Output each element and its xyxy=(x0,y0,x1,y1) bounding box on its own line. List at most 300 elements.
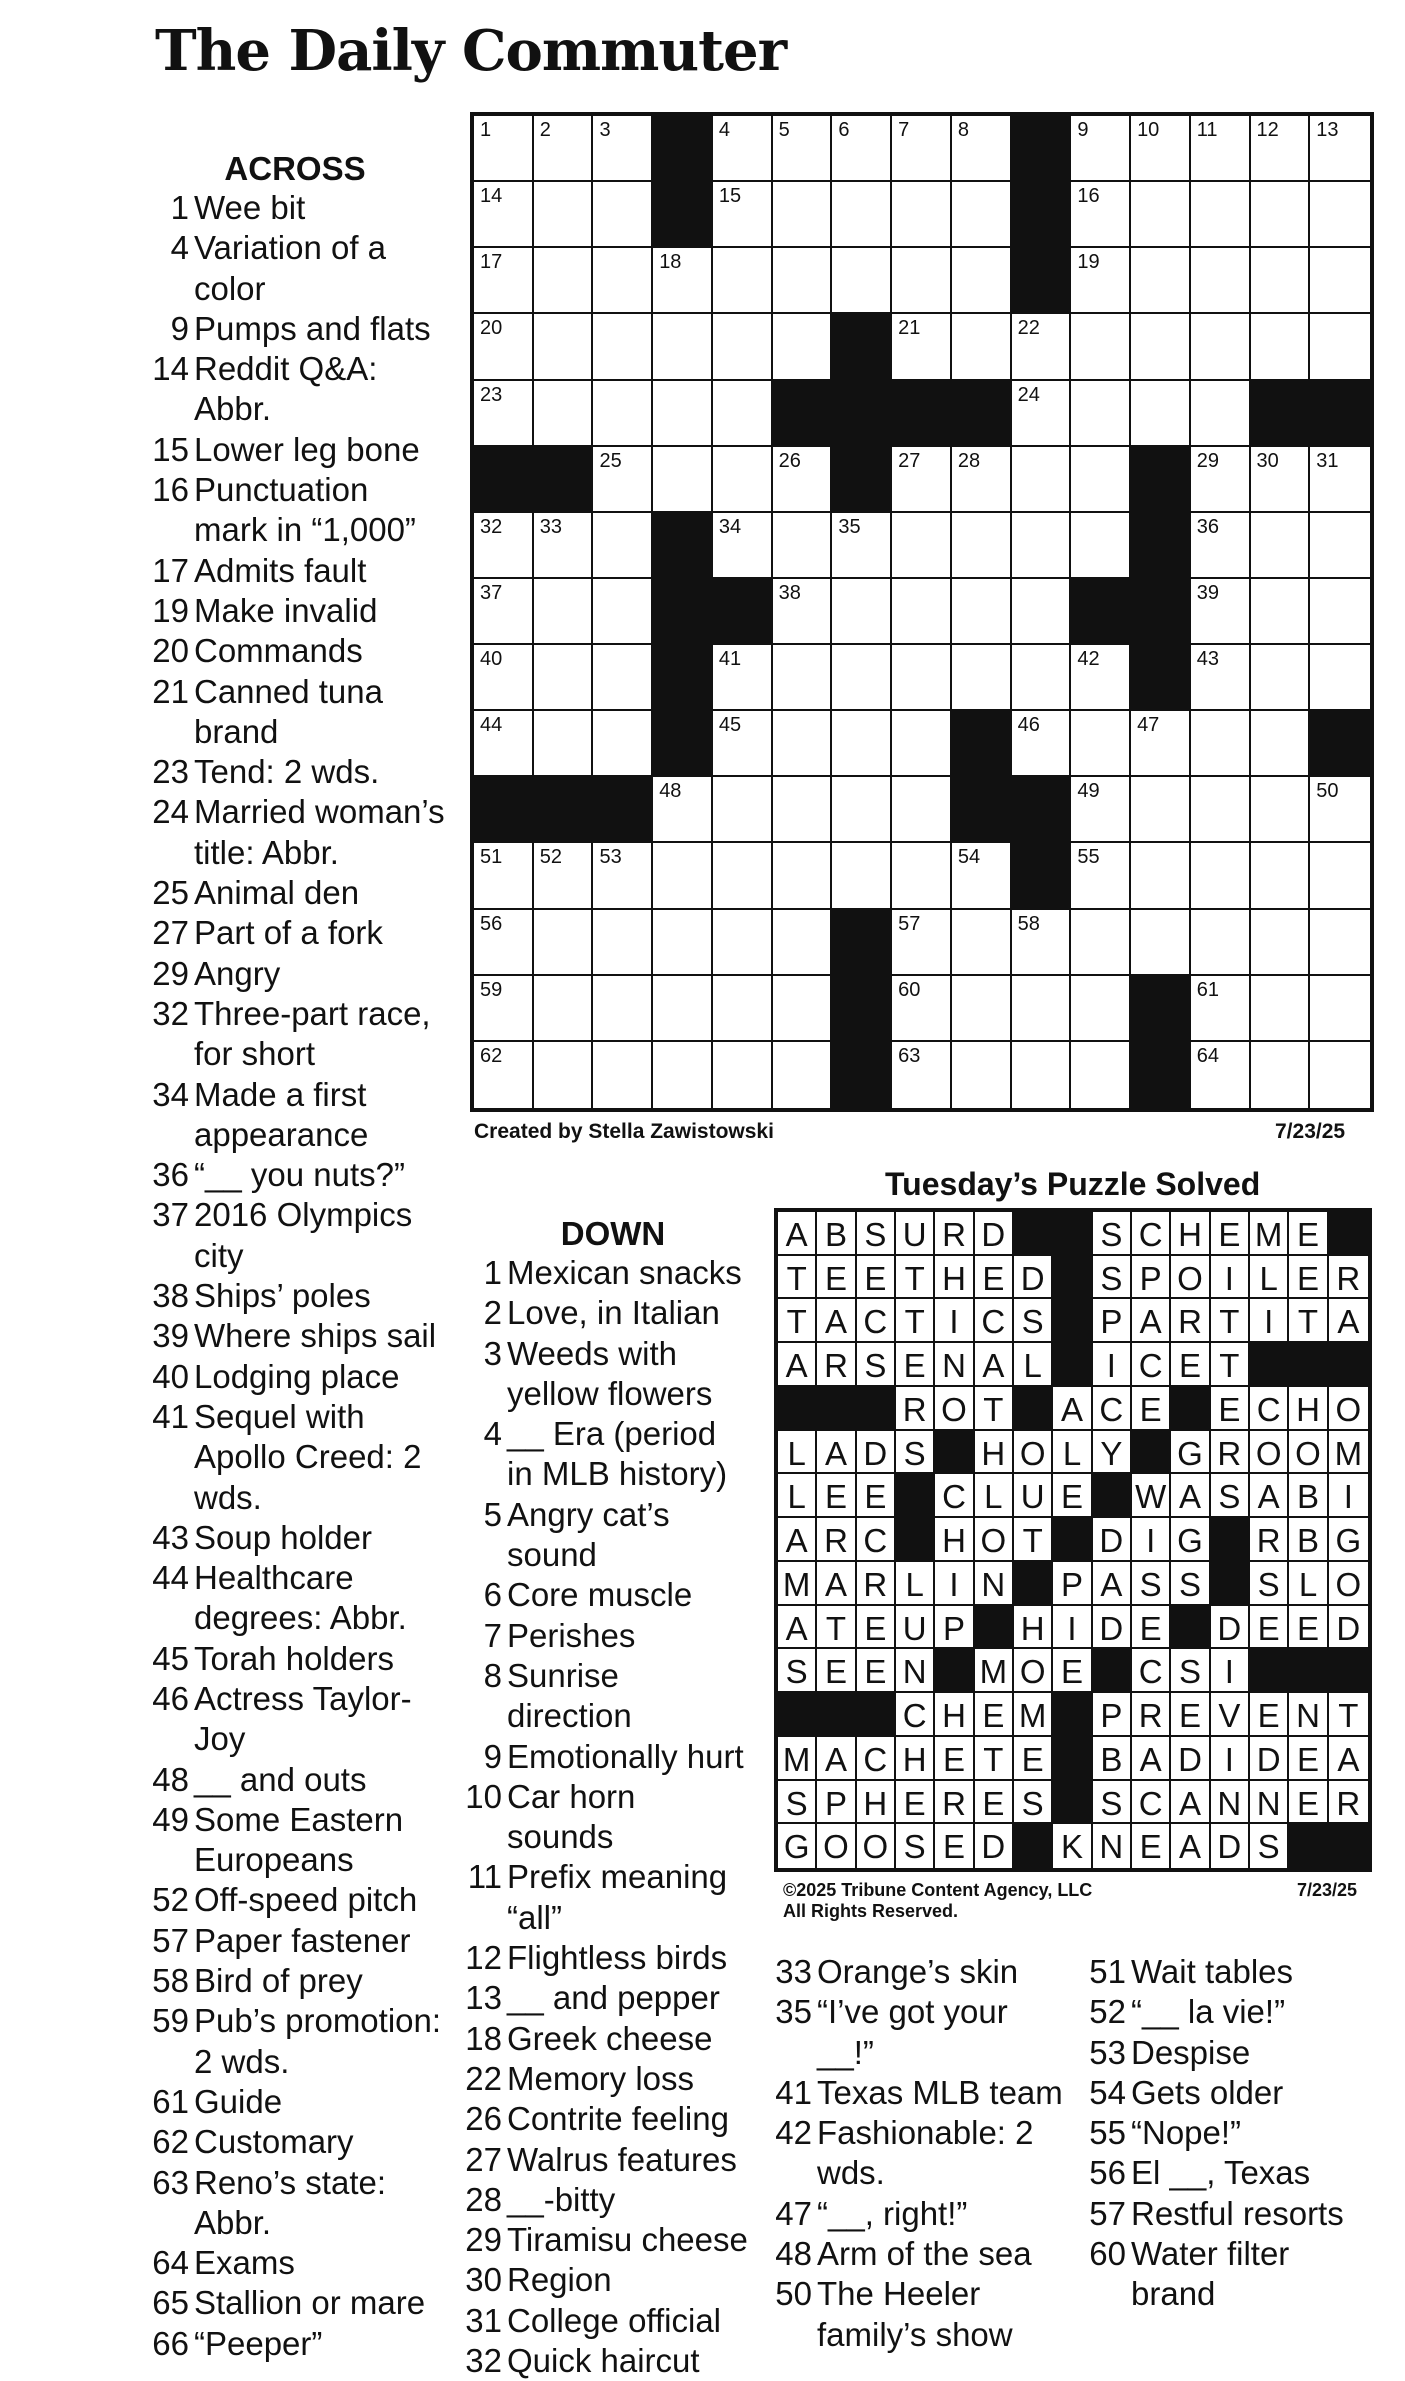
grid-cell[interactable] xyxy=(952,182,1012,248)
solution-letter: T xyxy=(786,1259,807,1297)
solution-cell xyxy=(1132,1518,1171,1562)
crossword-grid xyxy=(470,112,1374,1112)
grid-cell[interactable] xyxy=(1071,182,1131,248)
grid-cell[interactable] xyxy=(1251,248,1311,314)
grid-cell[interactable] xyxy=(713,314,773,380)
grid-cell[interactable] xyxy=(952,248,1012,314)
grid-cell[interactable] xyxy=(952,314,1012,380)
cell-number: 43 xyxy=(1196,648,1220,671)
cell-number: 62 xyxy=(480,1044,503,1067)
grid-cell[interactable] xyxy=(892,711,952,777)
grid-cell[interactable] xyxy=(1012,579,1072,645)
solution-letter: A xyxy=(824,1740,847,1778)
grid-cell[interactable] xyxy=(1191,777,1251,843)
solution-letter: O xyxy=(941,1390,967,1428)
grid-cell[interactable] xyxy=(1012,711,1072,777)
grid-cell[interactable] xyxy=(1131,182,1191,248)
grid-cell[interactable] xyxy=(1251,116,1311,182)
grid-cell[interactable] xyxy=(773,1042,833,1108)
solution-cell xyxy=(1093,1299,1132,1343)
grid-cell[interactable] xyxy=(892,976,952,1042)
grid-cell[interactable] xyxy=(832,513,892,579)
cell-number: 35 xyxy=(838,515,861,538)
clue-item xyxy=(145,1075,445,1156)
grid-cell[interactable] xyxy=(534,182,594,248)
grid-cell[interactable] xyxy=(1191,447,1251,513)
grid-cell[interactable] xyxy=(534,381,594,447)
solution-cell xyxy=(1053,1431,1092,1475)
clue-text: Mexican snacks xyxy=(507,1254,742,1291)
grid-cell[interactable] xyxy=(653,843,713,909)
clue-text: Orange’s skin xyxy=(817,1953,1019,1990)
clue-text: Lodging place xyxy=(194,1357,400,1395)
grid-cell[interactable] xyxy=(773,182,833,248)
clue-item xyxy=(458,2140,748,2180)
grid-cell[interactable] xyxy=(534,1042,594,1108)
grid-cell[interactable] xyxy=(1251,777,1311,843)
grid-cell[interactable] xyxy=(892,116,952,182)
grid-cell[interactable] xyxy=(892,248,952,314)
grid-cell[interactable] xyxy=(1310,314,1370,380)
grid-cell[interactable] xyxy=(892,182,952,248)
grid-cell[interactable] xyxy=(1131,314,1191,380)
grid-cell[interactable] xyxy=(474,314,534,380)
clue-number: 32 xyxy=(152,994,189,1032)
grid-cell[interactable] xyxy=(593,579,653,645)
grid-cell[interactable] xyxy=(534,116,594,182)
grid-cell[interactable] xyxy=(773,314,833,380)
clue-item xyxy=(1082,2113,1382,2153)
grid-cell[interactable] xyxy=(713,711,773,777)
grid-cell[interactable] xyxy=(773,910,833,976)
grid-cell[interactable] xyxy=(1012,314,1072,380)
grid-cell[interactable] xyxy=(1071,314,1131,380)
grid-cell[interactable] xyxy=(1071,1042,1131,1108)
grid-cell[interactable] xyxy=(1071,381,1131,447)
clue-item xyxy=(145,1558,445,1639)
solution-letter: T xyxy=(904,1259,925,1297)
grid-cell[interactable] xyxy=(773,513,833,579)
grid-cell[interactable] xyxy=(892,513,952,579)
grid-cell[interactable] xyxy=(653,777,713,843)
solution-letter: S xyxy=(1100,1216,1123,1253)
clue-text: Made a first appearance xyxy=(194,1075,369,1153)
grid-cell[interactable] xyxy=(534,513,594,579)
grid-cell[interactable] xyxy=(1012,381,1072,447)
solution-letter: D xyxy=(981,1828,1006,1866)
grid-cell[interactable] xyxy=(713,182,773,248)
grid-cell[interactable] xyxy=(892,579,952,645)
down-heading: DOWN xyxy=(560,1215,666,1252)
grid-cell[interactable] xyxy=(1012,447,1072,513)
solution-cell xyxy=(778,1606,817,1650)
grid-cell[interactable] xyxy=(1131,910,1191,976)
solution-letter: U xyxy=(902,1609,927,1647)
grid-cell[interactable] xyxy=(1251,182,1311,248)
solution-letter: O xyxy=(980,1522,1007,1560)
clue-item xyxy=(145,672,445,753)
grid-cell[interactable] xyxy=(474,182,534,248)
cell-number: 22 xyxy=(1017,317,1040,340)
grid-cell[interactable] xyxy=(1310,248,1370,314)
solution-cell xyxy=(1171,1737,1210,1781)
grid-cell[interactable] xyxy=(1012,976,1072,1042)
grid-cell[interactable] xyxy=(1251,976,1311,1042)
clue-item xyxy=(145,2001,445,2082)
grid-cell[interactable] xyxy=(534,976,594,1042)
black-square xyxy=(1053,1343,1092,1387)
grid-cell[interactable] xyxy=(1310,513,1370,579)
grid-cell[interactable] xyxy=(1131,248,1191,314)
grid-cell[interactable] xyxy=(653,1042,713,1108)
grid-cell[interactable] xyxy=(1131,711,1191,777)
solution-letter: N xyxy=(1256,1784,1281,1822)
grid-cell[interactable] xyxy=(1071,843,1131,909)
solution-letter: U xyxy=(1020,1478,1045,1516)
grid-cell[interactable] xyxy=(593,116,653,182)
grid-cell[interactable] xyxy=(1071,711,1131,777)
grid-cell[interactable] xyxy=(534,645,594,711)
solution-cell xyxy=(1329,1781,1368,1825)
clue-item xyxy=(145,1276,445,1316)
grid-cell[interactable] xyxy=(534,910,594,976)
solution-cell xyxy=(975,1256,1014,1300)
grid-cell[interactable] xyxy=(713,513,773,579)
solution-cell xyxy=(1014,1343,1053,1387)
grid-cell[interactable] xyxy=(1071,777,1131,843)
grid-cell[interactable] xyxy=(1310,645,1370,711)
solution-letter: O xyxy=(1019,1653,1046,1691)
grid-cell[interactable] xyxy=(1310,976,1370,1042)
grid-cell[interactable] xyxy=(593,910,653,976)
grid-cell[interactable] xyxy=(593,513,653,579)
grid-cell[interactable] xyxy=(1310,447,1370,513)
grid-cell[interactable] xyxy=(1071,248,1131,314)
solution-cell xyxy=(1211,1431,1250,1475)
solution-letter: M xyxy=(782,1740,811,1778)
clue-text: Torah holders xyxy=(194,1639,394,1677)
solved-date: 7/23/25 xyxy=(1297,1880,1358,1900)
grid-cell[interactable] xyxy=(593,645,653,711)
grid-cell[interactable] xyxy=(653,381,713,447)
solution-cell xyxy=(1132,1781,1171,1825)
solution-letter: H xyxy=(981,1434,1006,1472)
black-square xyxy=(892,381,952,447)
grid-cell[interactable] xyxy=(1191,645,1251,711)
clue-number: 1 xyxy=(483,1254,502,1291)
down-clue-list-3 xyxy=(1082,1952,1382,2315)
grid-cell[interactable] xyxy=(1310,116,1370,182)
clue-text: Exams xyxy=(194,2244,295,2282)
cell-number: 6 xyxy=(838,119,850,141)
grid-cell[interactable] xyxy=(1191,513,1251,579)
grid-cell[interactable] xyxy=(474,513,534,579)
grid-cell[interactable] xyxy=(892,777,952,843)
clue-number: 38 xyxy=(152,1277,189,1315)
grid-cell[interactable] xyxy=(474,381,534,447)
grid-cell[interactable] xyxy=(713,116,773,182)
grid-cell[interactable] xyxy=(952,447,1012,513)
grid-cell[interactable] xyxy=(892,645,952,711)
grid-cell[interactable] xyxy=(534,711,594,777)
grid-cell[interactable] xyxy=(1191,248,1251,314)
clue-item xyxy=(145,430,445,470)
grid-cell[interactable] xyxy=(593,1042,653,1108)
clue-text: “__ la vie!” xyxy=(1131,1993,1286,2031)
clue-item xyxy=(458,1334,748,1415)
grid-cell[interactable] xyxy=(1251,447,1311,513)
grid-cell[interactable] xyxy=(1071,513,1131,579)
cell-number: 13 xyxy=(1316,119,1339,141)
black-square xyxy=(935,1431,974,1475)
grid-cell[interactable] xyxy=(892,1042,952,1108)
grid-cell[interactable] xyxy=(653,314,713,380)
black-square xyxy=(896,1518,935,1562)
clue-number: 7 xyxy=(483,1616,502,1654)
grid-cell[interactable] xyxy=(773,777,833,843)
grid-cell[interactable] xyxy=(1131,777,1191,843)
clue-text: Flightless birds xyxy=(507,1939,728,1977)
solution-letter: L xyxy=(787,1478,806,1516)
grid-cell[interactable] xyxy=(952,645,1012,711)
grid-cell[interactable] xyxy=(1310,579,1370,645)
grid-cell[interactable] xyxy=(1071,910,1131,976)
grid-cell[interactable] xyxy=(593,447,653,513)
grid-cell[interactable] xyxy=(892,447,952,513)
grid-cell[interactable] xyxy=(892,910,952,976)
grid-cell[interactable] xyxy=(952,579,1012,645)
grid-cell[interactable] xyxy=(474,976,534,1042)
clue-item xyxy=(145,1518,445,1558)
grid-cell[interactable] xyxy=(1251,513,1311,579)
solution-cell xyxy=(778,1518,817,1562)
solution-letter: P xyxy=(1100,1303,1123,1341)
grid-cell[interactable] xyxy=(593,381,653,447)
grid-cell[interactable] xyxy=(474,579,534,645)
solution-letter: D xyxy=(1217,1828,1242,1866)
grid-cell[interactable] xyxy=(1012,910,1072,976)
solution-cell xyxy=(896,1562,935,1606)
grid-cell[interactable] xyxy=(593,843,653,909)
grid-cell[interactable] xyxy=(474,116,534,182)
grid-cell[interactable] xyxy=(832,711,892,777)
solution-cell xyxy=(1211,1824,1250,1868)
black-square xyxy=(1329,1824,1368,1868)
cell-number: 42 xyxy=(1077,648,1100,671)
across-heading: ACROSS xyxy=(224,150,366,187)
clue-text: Arm of the sea xyxy=(817,2235,1032,2273)
grid-cell[interactable] xyxy=(1191,711,1251,777)
grid-cell[interactable] xyxy=(474,1042,534,1108)
grid-cell[interactable] xyxy=(952,513,1012,579)
solution-letter: A xyxy=(785,1609,808,1647)
grid-cell[interactable] xyxy=(1191,579,1251,645)
grid-cell[interactable] xyxy=(1071,645,1131,711)
grid-cell[interactable] xyxy=(1191,116,1251,182)
grid-cell[interactable] xyxy=(1310,777,1370,843)
clue-item xyxy=(458,1414,748,1495)
solution-cell xyxy=(1289,1606,1328,1650)
grid-cell[interactable] xyxy=(1071,447,1131,513)
grid-cell[interactable] xyxy=(713,381,773,447)
grid-cell[interactable] xyxy=(713,843,773,909)
grid-cell[interactable] xyxy=(1071,116,1131,182)
grid-cell[interactable] xyxy=(773,645,833,711)
grid-cell[interactable] xyxy=(892,314,952,380)
grid-cell[interactable] xyxy=(1131,843,1191,909)
clue-number: 62 xyxy=(152,2123,189,2161)
clue-number: 55 xyxy=(1089,2114,1126,2152)
grid-cell[interactable] xyxy=(593,314,653,380)
grid-cell[interactable] xyxy=(713,1042,773,1108)
grid-cell[interactable] xyxy=(534,843,594,909)
grid-cell[interactable] xyxy=(1191,1042,1251,1108)
grid-cell[interactable] xyxy=(653,447,713,513)
grid-cell[interactable] xyxy=(952,976,1012,1042)
grid-cell[interactable] xyxy=(474,248,534,314)
grid-cell[interactable] xyxy=(832,182,892,248)
cell-number: 60 xyxy=(898,978,921,1001)
solution-cell xyxy=(1093,1387,1132,1431)
solution-letter: E xyxy=(1021,1740,1044,1778)
solution-cell xyxy=(1171,1824,1210,1868)
clue-item xyxy=(768,2073,1068,2113)
grid-cell[interactable] xyxy=(1251,1042,1311,1108)
grid-cell[interactable] xyxy=(593,182,653,248)
cell-number: 61 xyxy=(1196,978,1220,1001)
black-square xyxy=(1171,1387,1210,1431)
grid-cell[interactable] xyxy=(773,579,833,645)
grid-cell[interactable] xyxy=(593,248,653,314)
grid-cell[interactable] xyxy=(653,248,713,314)
grid-cell[interactable] xyxy=(773,116,833,182)
grid-cell[interactable] xyxy=(593,711,653,777)
solution-letter: T xyxy=(1022,1522,1043,1560)
grid-cell[interactable] xyxy=(1131,116,1191,182)
grid-cell[interactable] xyxy=(773,248,833,314)
grid-cell[interactable] xyxy=(832,116,892,182)
solution-cell xyxy=(1093,1431,1132,1475)
grid-cell[interactable] xyxy=(713,248,773,314)
solution-cell xyxy=(857,1737,896,1781)
grid-cell[interactable] xyxy=(952,1042,1012,1108)
grid-cell[interactable] xyxy=(832,579,892,645)
grid-cell[interactable] xyxy=(952,910,1012,976)
grid-cell[interactable] xyxy=(1191,182,1251,248)
grid-cell[interactable] xyxy=(593,976,653,1042)
grid-cell[interactable] xyxy=(1131,381,1191,447)
solution-letter: C xyxy=(1256,1390,1281,1428)
grid-cell[interactable] xyxy=(474,843,534,909)
grid-cell[interactable] xyxy=(1191,910,1251,976)
black-square xyxy=(1131,579,1191,645)
grid-cell[interactable] xyxy=(713,976,773,1042)
clue-item xyxy=(458,1253,748,1293)
clue-item xyxy=(145,913,445,953)
clue-text: Ships’ poles xyxy=(194,1277,371,1315)
grid-cell[interactable] xyxy=(1251,314,1311,380)
grid-cell[interactable] xyxy=(713,777,773,843)
solution-cell xyxy=(935,1343,974,1387)
grid-cell[interactable] xyxy=(1251,843,1311,909)
grid-cell[interactable] xyxy=(1191,314,1251,380)
grid-cell[interactable] xyxy=(1310,910,1370,976)
grid-cell[interactable] xyxy=(713,447,773,513)
clue-item xyxy=(145,1679,445,1760)
grid-cell[interactable] xyxy=(1071,976,1131,1042)
grid-cell[interactable] xyxy=(773,976,833,1042)
grid-cell[interactable] xyxy=(832,843,892,909)
grid-cell[interactable] xyxy=(1251,711,1311,777)
grid-cell[interactable] xyxy=(1191,843,1251,909)
black-square xyxy=(832,314,892,380)
grid-cell[interactable] xyxy=(773,843,833,909)
clue-number: 34 xyxy=(152,1075,189,1113)
grid-cell[interactable] xyxy=(1012,645,1072,711)
grid-cell[interactable] xyxy=(773,447,833,513)
clue-text: Wait tables xyxy=(1131,1953,1294,1990)
grid-cell[interactable] xyxy=(1310,843,1370,909)
solution-letter: G xyxy=(1177,1434,1203,1472)
grid-cell[interactable] xyxy=(1251,645,1311,711)
grid-cell[interactable] xyxy=(1310,182,1370,248)
clue-number: 40 xyxy=(152,1357,189,1395)
solution-cell xyxy=(975,1431,1014,1475)
grid-cell[interactable] xyxy=(474,910,534,976)
grid-cell[interactable] xyxy=(832,777,892,843)
grid-cell[interactable] xyxy=(534,314,594,380)
clue-number: 46 xyxy=(152,1679,189,1717)
solution-cell xyxy=(1250,1431,1289,1475)
grid-cell[interactable] xyxy=(1012,513,1072,579)
grid-cell[interactable] xyxy=(1191,976,1251,1042)
black-square xyxy=(1012,777,1072,843)
grid-cell[interactable] xyxy=(653,976,713,1042)
grid-cell[interactable] xyxy=(952,116,1012,182)
grid-cell[interactable] xyxy=(1191,381,1251,447)
clue-item xyxy=(1082,2194,1382,2234)
grid-cell[interactable] xyxy=(713,910,773,976)
cell-number: 64 xyxy=(1196,1044,1220,1067)
clue-text: __ Era (period in MLB history) xyxy=(507,1415,728,1493)
solution-letter: O xyxy=(1019,1434,1046,1472)
grid-cell[interactable] xyxy=(653,910,713,976)
grid-cell[interactable] xyxy=(832,248,892,314)
grid-cell[interactable] xyxy=(773,711,833,777)
grid-cell[interactable] xyxy=(892,843,952,909)
grid-cell[interactable] xyxy=(1251,579,1311,645)
solution-cell xyxy=(935,1606,974,1650)
grid-cell[interactable] xyxy=(952,843,1012,909)
solution-letter: S xyxy=(1021,1784,1044,1822)
black-square xyxy=(1131,645,1191,711)
solution-cell xyxy=(1171,1431,1210,1475)
black-square xyxy=(1014,1212,1053,1256)
grid-cell[interactable] xyxy=(832,645,892,711)
clue-number: 27 xyxy=(465,2140,502,2178)
grid-cell[interactable] xyxy=(534,248,594,314)
grid-cell[interactable] xyxy=(1012,1042,1072,1108)
solution-letter: H xyxy=(1178,1216,1202,1253)
grid-cell[interactable] xyxy=(534,579,594,645)
grid-cell[interactable] xyxy=(474,645,534,711)
grid-cell[interactable] xyxy=(474,711,534,777)
clue-number: 27 xyxy=(152,914,189,952)
grid-cell[interactable] xyxy=(1251,910,1311,976)
solution-letter: N xyxy=(942,1347,966,1385)
grid-cell[interactable] xyxy=(713,645,773,711)
grid-cell[interactable] xyxy=(1310,1042,1370,1108)
